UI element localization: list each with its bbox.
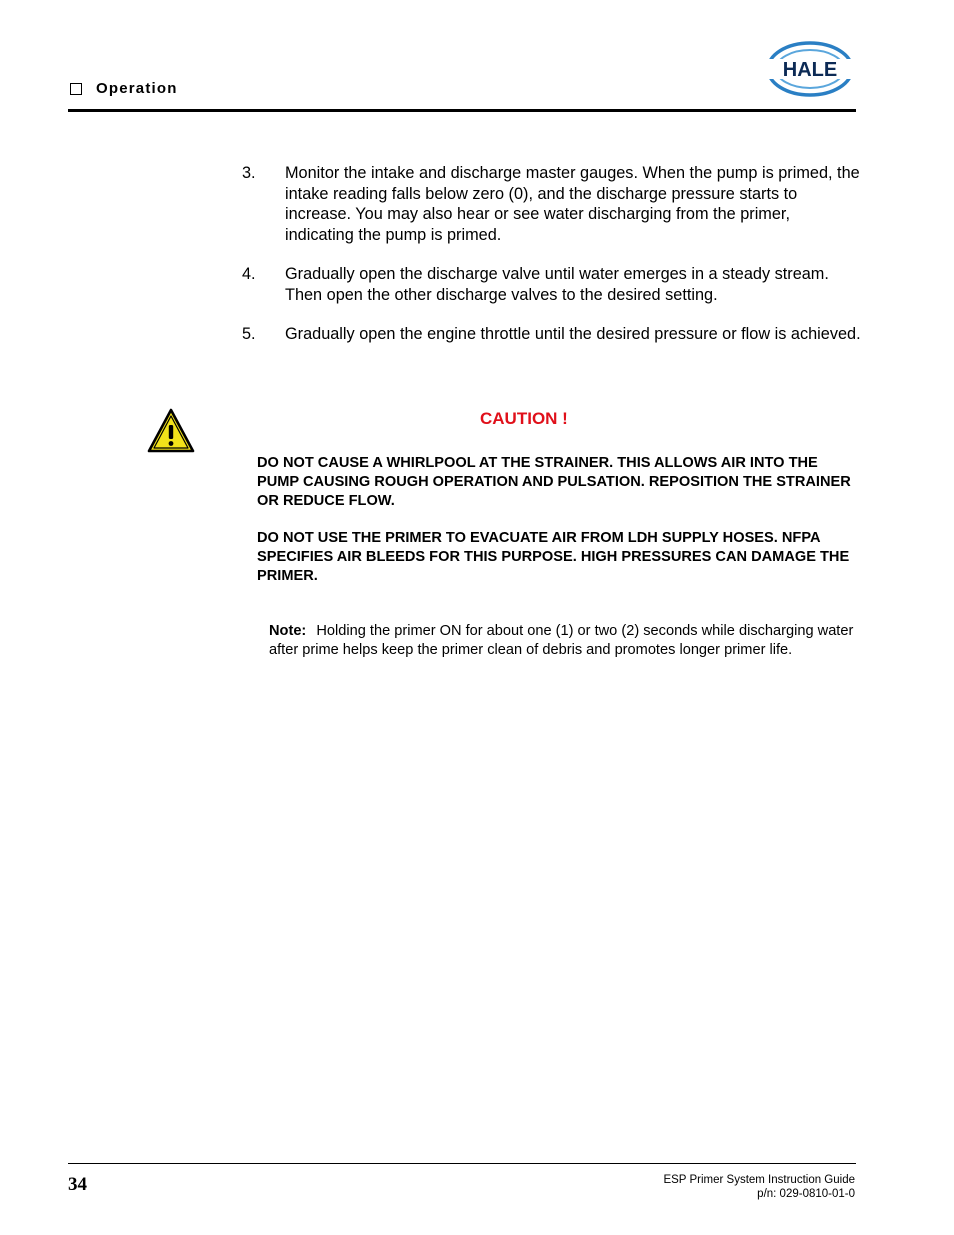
header-divider [68,109,856,112]
running-header [70,80,178,97]
note-label: Note: [269,623,307,639]
step-text: Gradually open the engine throttle until the desired pressure or flow is achieved. [285,325,861,343]
footer-doc-info [663,1173,855,1201]
doc-title: ESP Primer System Instruction Guide [663,1174,855,1186]
note-text: Holding the primer ON for about one (1) or two (2) seconds while discharging water after prime helps keep the primer clean of debris and promotes longer primer life. [269,623,854,658]
step-text: Gradually open the discharge valve until water emerges in a steady stream. Then open the other discharge valves to the desired setting. [285,265,829,304]
caution-body [257,454,857,604]
step-number: 3. [242,164,256,182]
note [269,622,855,659]
section-title: Operation [96,80,178,97]
footer-divider [68,1163,856,1164]
step-text: Monitor the intake and discharge master gauges. When the pump is primed, the intake reading falls below zero (0), and the discharge pressure starts to increase. You may also hear or see water discharging from the primer, indicating the pump is primed. [285,164,860,244]
step-number: 4. [242,265,256,283]
warning-triangle-icon [147,408,195,453]
step-number: 5. [242,325,256,343]
part-number: p/n: 029-0810-01-0 [757,1188,855,1200]
list-item [242,163,862,245]
list-item [242,264,862,305]
page-number: 34 [68,1174,87,1195]
caution-paragraph: DO NOT USE THE PRIMER TO EVACUATE AIR FROM LDH SUPPLY HOSES. NFPA SPECIFIES AIR BLEEDS FOR THIS PURPOSE. HIGH PRESSURES CAN DAMAGE THE PRIMER. [257,530,850,584]
list-item [242,324,862,345]
checkbox-bullet-icon [70,83,82,95]
procedure-steps [242,163,862,364]
caution-paragraph: DO NOT CAUSE A WHIRLPOOL AT THE STRAINER. THIS ALLOWS AIR INTO THE PUMP CAUSING ROUGH OPERATION AND PULSATION. REPOSITION THE STRAINER OR REDUCE FLOW. [257,455,851,509]
logo-text: HALE [782,59,838,81]
hale-logo [762,38,858,100]
caution-title: CAUTION ! [480,409,568,428]
